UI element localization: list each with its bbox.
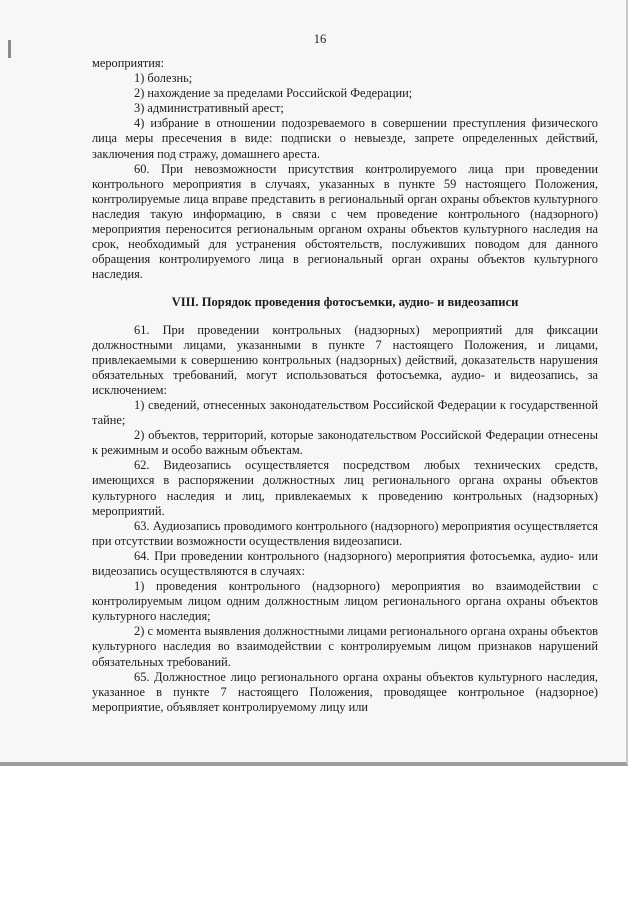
list-item: 1) сведений, отнесенных законодательством Российской Федерации к государственной тайне; bbox=[92, 397, 598, 428]
paragraph-63: 63. Аудиозапись проводимого контрольного (надзорного) мероприятия осуществляется при отсутствии возможности осуществления видеозаписи. bbox=[92, 518, 598, 548]
list-item: 2) с момента выявления должностными лицами регионального органа охраны объектов культурного наследия во взаимодействии с контролируемым лицом признаков нарушений обязательных требований. bbox=[92, 624, 598, 669]
paragraph: мероприятия: bbox=[92, 56, 165, 70]
paragraph-60: 60. При невозможности присутствия контролируемого лица при проведении контрольного мероприятия в случаях, указанных в пункте 59 настоящего Положения, контролируемые лица вправе представить в региональный орган охраны объектов культурного наследия такую информацию, в связи с чем проведение контрольного (надзорного) мероприятия переносится региональным органом охраны объектов культурного наследия на срок, необходимый для устранения обстоятельств, послуживших поводом для данного обращения контролируемого лица в региональный орган охраны объектов культурного наследия. bbox=[92, 161, 598, 282]
list-item: 4) избрание в отношении подозреваемого в совершении преступления физического лица меры пресечения в виде: подписки о невыезде, запрете определенных действий, заключения под стражу, домашнего ареста. bbox=[92, 116, 598, 161]
paragraph-61: 61. При проведении контрольных (надзорных) мероприятий для фиксации должностными лицами, указанными в пункте 7 настоящего Положения, и лицами, привлекаемыми к совершению контрольных (надзорных) действий, доказательств нарушения обязательных требований, могут использоваться фотосъемка, аудио- и видеозапись, за исключением: bbox=[92, 322, 598, 397]
document-body bbox=[92, 56, 598, 715]
paragraph-62: 62. Видеозапись осуществляется посредством любых технических средств, имеющихся в распоряжении должностных лиц регионального органа охраны объектов культурного наследия и лиц, привлекаемых к проведению контрольных (надзорных) мероприятий. bbox=[92, 458, 598, 518]
list-item: 2) объектов, территорий, которые законодательством Российской Федерации отнесены к режимным и особо важным объектам. bbox=[92, 428, 598, 458]
paragraph-65: 65. Должностное лицо регионального органа охраны объектов культурного наследия, указанное в пункте 7 настоящего Положения, проводящее контрольное (надзорное) мероприятие, объявляет контролируемому лицу или bbox=[92, 669, 598, 714]
section-heading: VIII. Порядок проведения фотосъемки, аудио- и видеозаписи bbox=[171, 295, 519, 310]
page-number: 16 bbox=[313, 32, 327, 46]
list-item: 1) болезнь; bbox=[134, 71, 193, 86]
list-item: 1) проведения контрольного (надзорного) мероприятия во взаимодействии с контролируемым лицом одним должностным лицом регионального органа охраны объектов культурного наследия; bbox=[92, 579, 598, 624]
list-item: 3) административный арест; bbox=[134, 101, 284, 116]
paragraph-64: 64. При проведении контрольного (надзорного) мероприятия фотосъемка, аудио- или видеозапись осуществляются в случаях: bbox=[92, 548, 598, 578]
list-item: 2) нахождение за пределами Российской Федерации; bbox=[134, 86, 413, 101]
